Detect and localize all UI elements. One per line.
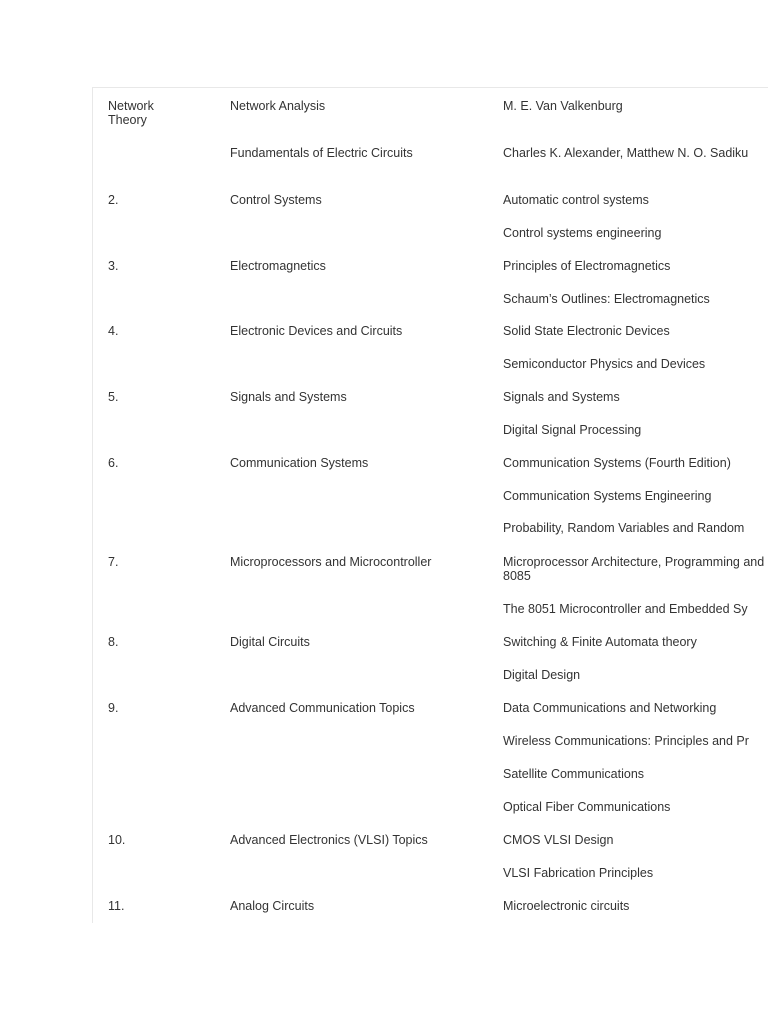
row-number: 11. [108, 899, 125, 913]
book-title: Solid State Electronic Devices [503, 324, 670, 338]
book-title: Schaum’s Outlines: Electromagnetics [503, 292, 710, 306]
book-title: Signals and Systems [503, 390, 620, 404]
table-row [93, 899, 768, 929]
row-number: 7. [108, 555, 119, 569]
book-title: CMOS VLSI Design [503, 833, 614, 847]
table-row [93, 489, 768, 519]
table-row [93, 357, 768, 387]
subject-name: Signals and Systems [230, 390, 347, 404]
table-row [93, 555, 768, 585]
row-number: Network Theory [108, 99, 154, 127]
table-row [93, 668, 768, 698]
book-title: Communication Systems (Fourth Edition) [503, 456, 731, 470]
table-row [93, 767, 768, 797]
subject-name: Network Analysis [230, 99, 326, 113]
subject-name: Analog Circuits [230, 899, 315, 913]
book-title: Microelectronic circuits [503, 899, 630, 913]
subject-name: Microprocessors and Microcontroller [230, 555, 432, 569]
row-number: 5. [108, 390, 119, 404]
table-row [93, 602, 768, 632]
subject-name: Control Systems [230, 193, 322, 207]
document-table [92, 87, 768, 923]
table-row [93, 390, 768, 420]
table-row [93, 701, 768, 731]
table-row [93, 456, 768, 486]
row-number: 10. [108, 833, 126, 847]
subject-name: Electromagnetics [230, 259, 326, 273]
table-row [93, 226, 768, 256]
row-number: 8. [108, 635, 119, 649]
book-title: Data Communications and Networking [503, 701, 717, 715]
table-row [93, 800, 768, 830]
book-title: Digital Design [503, 668, 581, 682]
book-title: Optical Fiber Communications [503, 800, 671, 814]
table-row [93, 324, 768, 354]
subject-name: Advanced Electronics (VLSI) Topics [230, 833, 428, 847]
subject-name: Communication Systems [230, 456, 369, 470]
book-title: Satellite Communications [503, 767, 645, 781]
table-row [93, 833, 768, 863]
book-title: Microprocessor Architecture, Programming and 8085 [503, 555, 765, 583]
book-title: Wireless Communications: Principles and Pr [503, 734, 749, 748]
table-row [93, 193, 768, 223]
row-number: 6. [108, 456, 119, 470]
book-title: M. E. Van Valkenburg [503, 99, 623, 113]
subject-name: Electronic Devices and Circuits [230, 324, 403, 338]
row-number: 3. [108, 259, 119, 273]
book-title: Automatic control systems [503, 193, 649, 207]
row-number: 2. [108, 193, 119, 207]
book-title: VLSI Fabrication Principles [503, 866, 654, 880]
book-title: Principles of Electromagnetics [503, 259, 671, 273]
book-title: Digital Signal Processing [503, 423, 642, 437]
table-row [93, 635, 768, 665]
book-title: Charles K. Alexander, Matthew N. O. Sadiku [503, 146, 749, 160]
subject-name: Digital Circuits [230, 635, 310, 649]
book-title: Semiconductor Physics and Devices [503, 357, 706, 371]
table-row [93, 521, 768, 551]
row-number: 9. [108, 701, 119, 715]
row-number: 4. [108, 324, 119, 338]
book-title: Switching & Finite Automata theory [503, 635, 697, 649]
table-row [93, 423, 768, 453]
subject-name: Fundamentals of Electric Circuits [230, 146, 413, 160]
book-title: Communication Systems Engineering [503, 489, 712, 503]
subject-name: Advanced Communication Topics [230, 701, 415, 715]
table-row [93, 259, 768, 289]
table-row [93, 146, 768, 176]
book-title: Control systems engineering [503, 226, 662, 240]
book-title: Probability, Random Variables and Random [503, 521, 745, 535]
table-row [93, 292, 768, 322]
table-row [93, 866, 768, 896]
table-row [93, 99, 768, 129]
table-row [93, 734, 768, 764]
book-title: The 8051 Microcontroller and Embedded Sy [503, 602, 748, 616]
